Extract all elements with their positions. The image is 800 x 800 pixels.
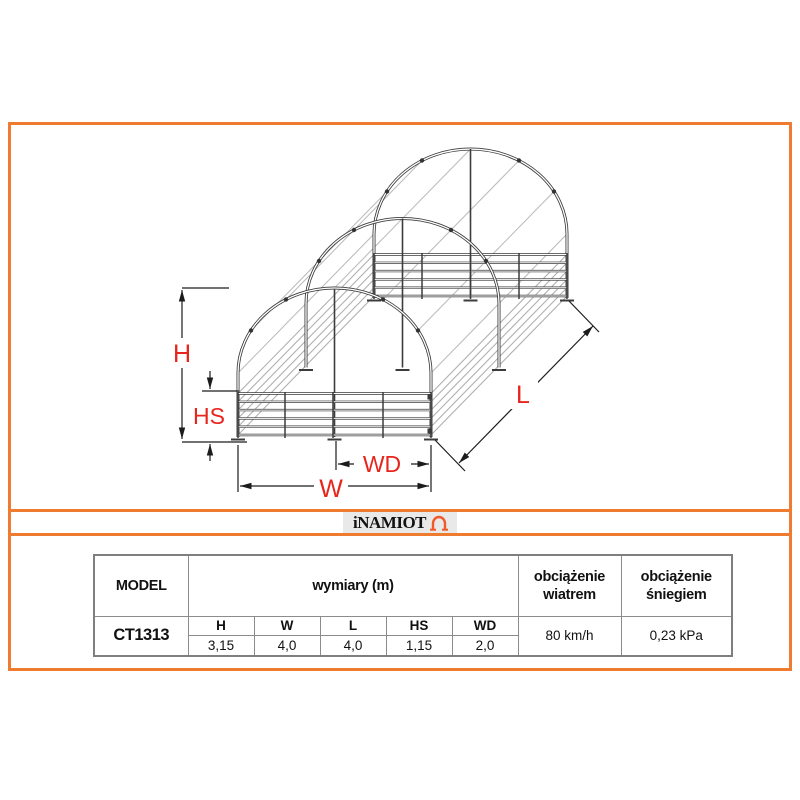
dim-label-cell-wd: WD <box>452 616 518 635</box>
logo-text: iNAMIOT <box>353 513 426 532</box>
spec-table <box>93 554 733 657</box>
snow-header-cell: obciążenie śniegiem <box>621 555 732 616</box>
dim-label-w: W <box>319 475 343 503</box>
dim-label-cell-hs: HS <box>386 616 452 635</box>
dim-label-wd: WD <box>362 451 402 477</box>
dim-value-cell-l: 4,0 <box>320 635 386 656</box>
model-header-cell: MODEL <box>94 555 188 616</box>
snow-value-cell: 0,23 kPa <box>621 616 732 656</box>
dim-label-cell-h: H <box>188 616 254 635</box>
brand-logo <box>343 512 457 533</box>
model-value-cell: CT1313 <box>94 616 188 656</box>
tent-arch-icon <box>429 514 449 531</box>
diagram-panel <box>8 122 792 512</box>
wind-value-cell: 80 km/h <box>518 616 621 656</box>
dim-value-cell-w: 4,0 <box>254 635 320 656</box>
dim-label-hs: HS <box>193 403 225 429</box>
dim-value-cell-wd: 2,0 <box>452 635 518 656</box>
dim-label-cell-w: W <box>254 616 320 635</box>
dim-value-cell-hs: 1,15 <box>386 635 452 656</box>
dim-label-cell-l: L <box>320 616 386 635</box>
dim-label-l: L <box>516 381 530 409</box>
brand-bar <box>8 512 792 536</box>
wind-header-cell: obciążenie wiatrem <box>518 555 621 616</box>
dim-value-cell-h: 3,15 <box>188 635 254 656</box>
dim-label-h: H <box>172 340 192 368</box>
spec-panel <box>8 536 792 671</box>
structure-drawing <box>11 125 789 509</box>
dims-header-cell: wymiary (m) <box>188 555 518 616</box>
